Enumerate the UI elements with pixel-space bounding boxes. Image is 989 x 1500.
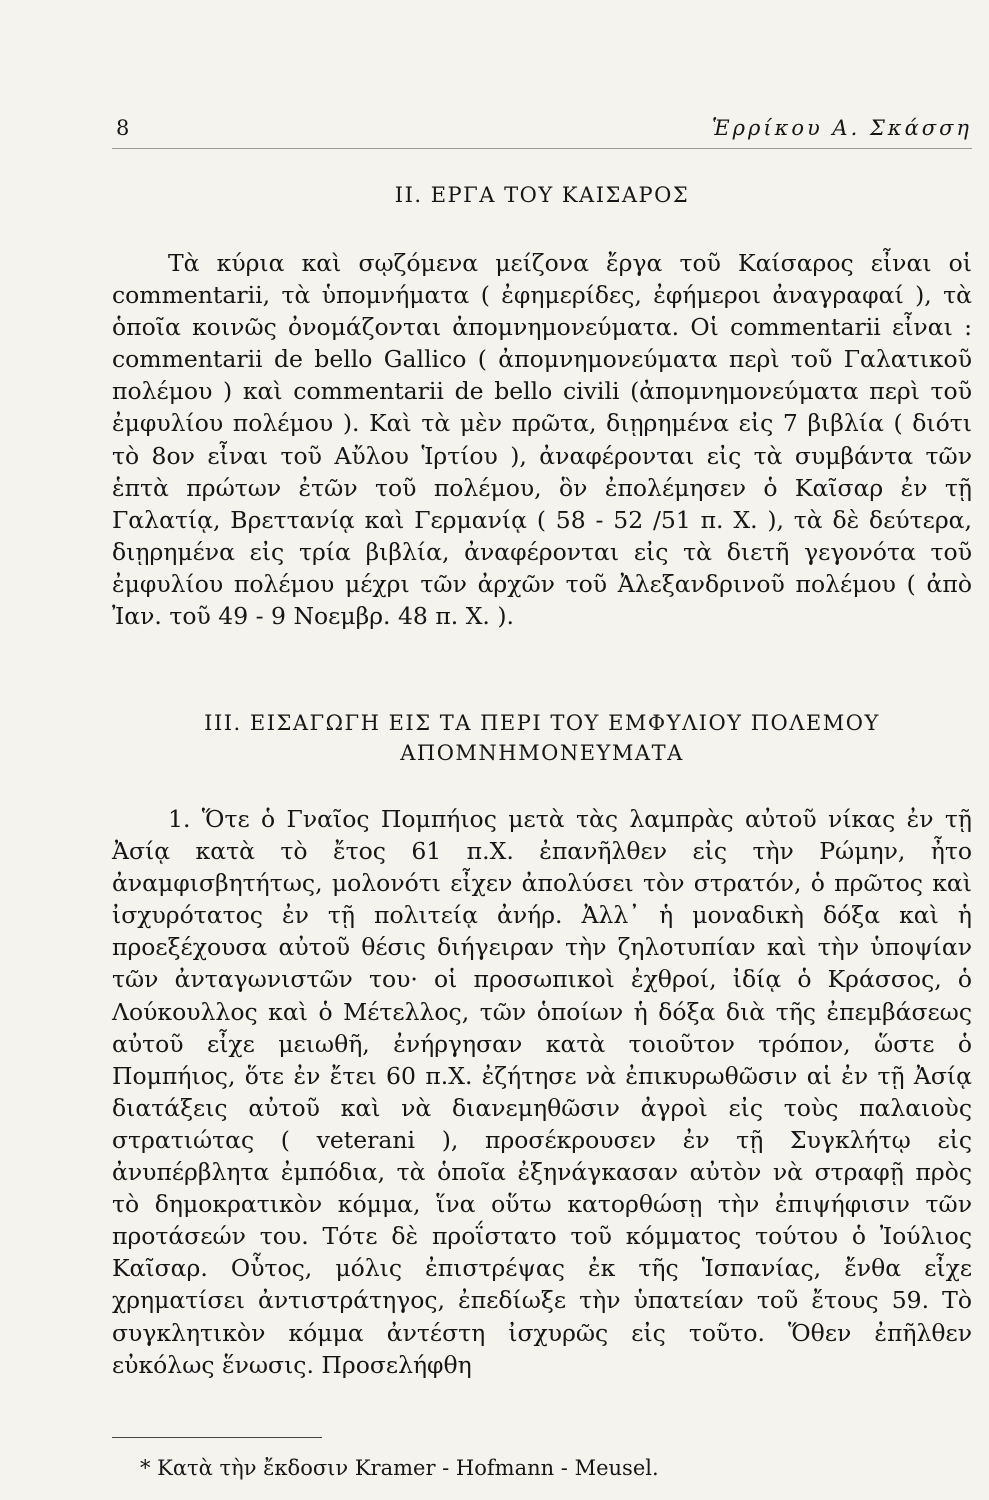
section-3-heading-line2: ΑΠΟΜΝΗΜΟΝΕΥΜΑΤΑ <box>400 741 684 765</box>
section-2-body <box>112 247 972 632</box>
section-3-heading-line1: III. ΕΙΣΑΓΩΓΗ ΕΙΣ ΤΑ ΠΕΡΙ ΤΟΥ ΕΜΦΥΛΙΟΥ ΠΟΛΕΜΟΥ <box>204 711 880 735</box>
section-3-paragraph: 1. Ὅτε ὁ Γναῖος Πομπήιος μετὰ τὰς λαμπρὰς αὐτοῦ νίκας ἐν τῇ Ἀσίᾳ κατὰ τὸ ἔτος 61 π.Χ. ἐπανῆλθεν εἰς τὴν Ρώμην, ἦτο ἀναμφισβητήτως, μολονότι εἶχεν ἀπολύσει τὸν στρατόν, ὁ πρῶτος καὶ ἰσχυρότατος ἐν τῇ πολιτείᾳ ἀνήρ. Ἀλλ᾽ ἡ μοναδικὴ δόξα καὶ ἡ προεξέχουσα αὐτοῦ θέσις διήγειραν τὴν ζηλοτυπίαν καὶ τὴν ὑποψίαν τῶν ἀνταγωνιστῶν του· οἱ προσωπικοὶ ἐχθροί, ἰδίᾳ ὁ Κράσσος, ὁ Λούκουλλος καὶ ὁ Μέτελλος, τῶν ὁποίων ἡ δόξα διὰ τῆς ἐπεμβάσεως αὐτοῦ εἶχε μειωθῆ, ἐνήργησαν κατὰ τοιοῦτον τρόπον, ὥστε ὁ Πομπήιος, ὅτε ἐν ἔτει 60 π.Χ. ἐζήτησε νὰ ἐπικυρωθῶσιν αἱ ἐν τῇ Ἀσίᾳ διατάξεις αὐτοῦ καὶ νὰ διανεμηθῶσιν ἀγροὶ εἰς τοὺς παλαιοὺς στρατιώτας ( veterani ), προσέκρουσεν ἐν τῇ Συγκλήτῳ εἰς ἀνυπέρβλητα ἐμπόδια, τὰ ὁποῖα ἐξηνάγκασαν αὐτὸν νὰ στραφῇ πρὸς τὸ δημοκρατικὸν κόμμα, ἵνα οὕτω κατορθώσῃ τὴν ἐπιψήφισιν τῶν προτάσεών του. Τότε δὲ προΐστατο τοῦ κόμματος τούτου ὁ Ἰούλιος Καῖσαρ. Οὗτος, μόλις ἐπιστρέψας ἐκ τῆς Ἱσπανίας, ἔνθα εἶχε χρηματίσει ἀντιστράτηγος, ἐπεδίωξε τὴν ὑπατείαν τοῦ ἔτους 59. Τὸ συγκλητικὸν κόμμα ἀντέστη ἰσχυρῶς εἰς τοῦτο. Ὅθεν ἐπῆλθεν εὐκόλως ἕνωσις. Προσελήφθη <box>112 805 972 1379</box>
section-2-paragraph: Τὰ κύρια καὶ σῳζόμενα μείζονα ἔργα τοῦ Καίσαρος εἶναι οἱ commentarii, τὰ ὑπομνήματα ( ἐφημερίδες, ἐφήμεροι ἀναγραφαί ), τὰ ὁποῖα κοινῶς ὀνομάζονται ἀπομνημονεύματα. Οἱ commentarii εἶναι : commentarii de bello Gallico ( ἀπομνημονεύματα περὶ τοῦ Γαλατικοῦ πολέμου ) καὶ commentarii de bello civili (ἀπομνημονεύματα περὶ τοῦ ἐμφυλίου πολέμου ). Καὶ τὰ μὲν πρῶτα, διῃρημένα εἰς 7 βιβλία ( διότι τὸ 8ον εἶναι τοῦ Αὔλου Ἱρτίου ), ἀναφέρονται εἰς τὰ συμβάντα τῶν ἑπτὰ πρώτων ἐτῶν τοῦ πολέμου, ὃν ἐπολέμησεν ὁ Καῖσαρ ἐν τῇ Γαλατίᾳ, Βρεττανίᾳ καὶ Γερμανίᾳ ( 58 - 52 /51 π. Χ. ), τὰ δὲ δεύτερα, διῃρημένα εἰς τρία βιβλία, ἀναφέρονται εἰς τὰ διετῆ γεγονότα τοῦ ἐμφυλίου πολέμου μέχρι τῶν ἀρχῶν τοῦ Ἀλεξανδρινοῦ πολέμου ( ἀπὸ Ἰαν. τοῦ 49 - 9 Νοεμβρ. 48 π. Χ. ). <box>112 249 972 631</box>
section-2-heading: II. ΕΡΓΑ ΤΟΥ ΚΑΙΣΑΡΟΣ <box>394 183 690 207</box>
section-3-heading <box>112 708 972 768</box>
footnote: * Κατὰ τὴν ἔκδοσιν Kramer - Hofmann - Meusel. <box>140 1456 659 1480</box>
footnote-rule <box>112 1437 322 1438</box>
page-number: 8 <box>116 116 130 140</box>
page-header <box>112 116 972 149</box>
section-3-body <box>112 803 972 1381</box>
running-title: Ἑρρίκου Α. Σκάσση <box>711 116 972 140</box>
